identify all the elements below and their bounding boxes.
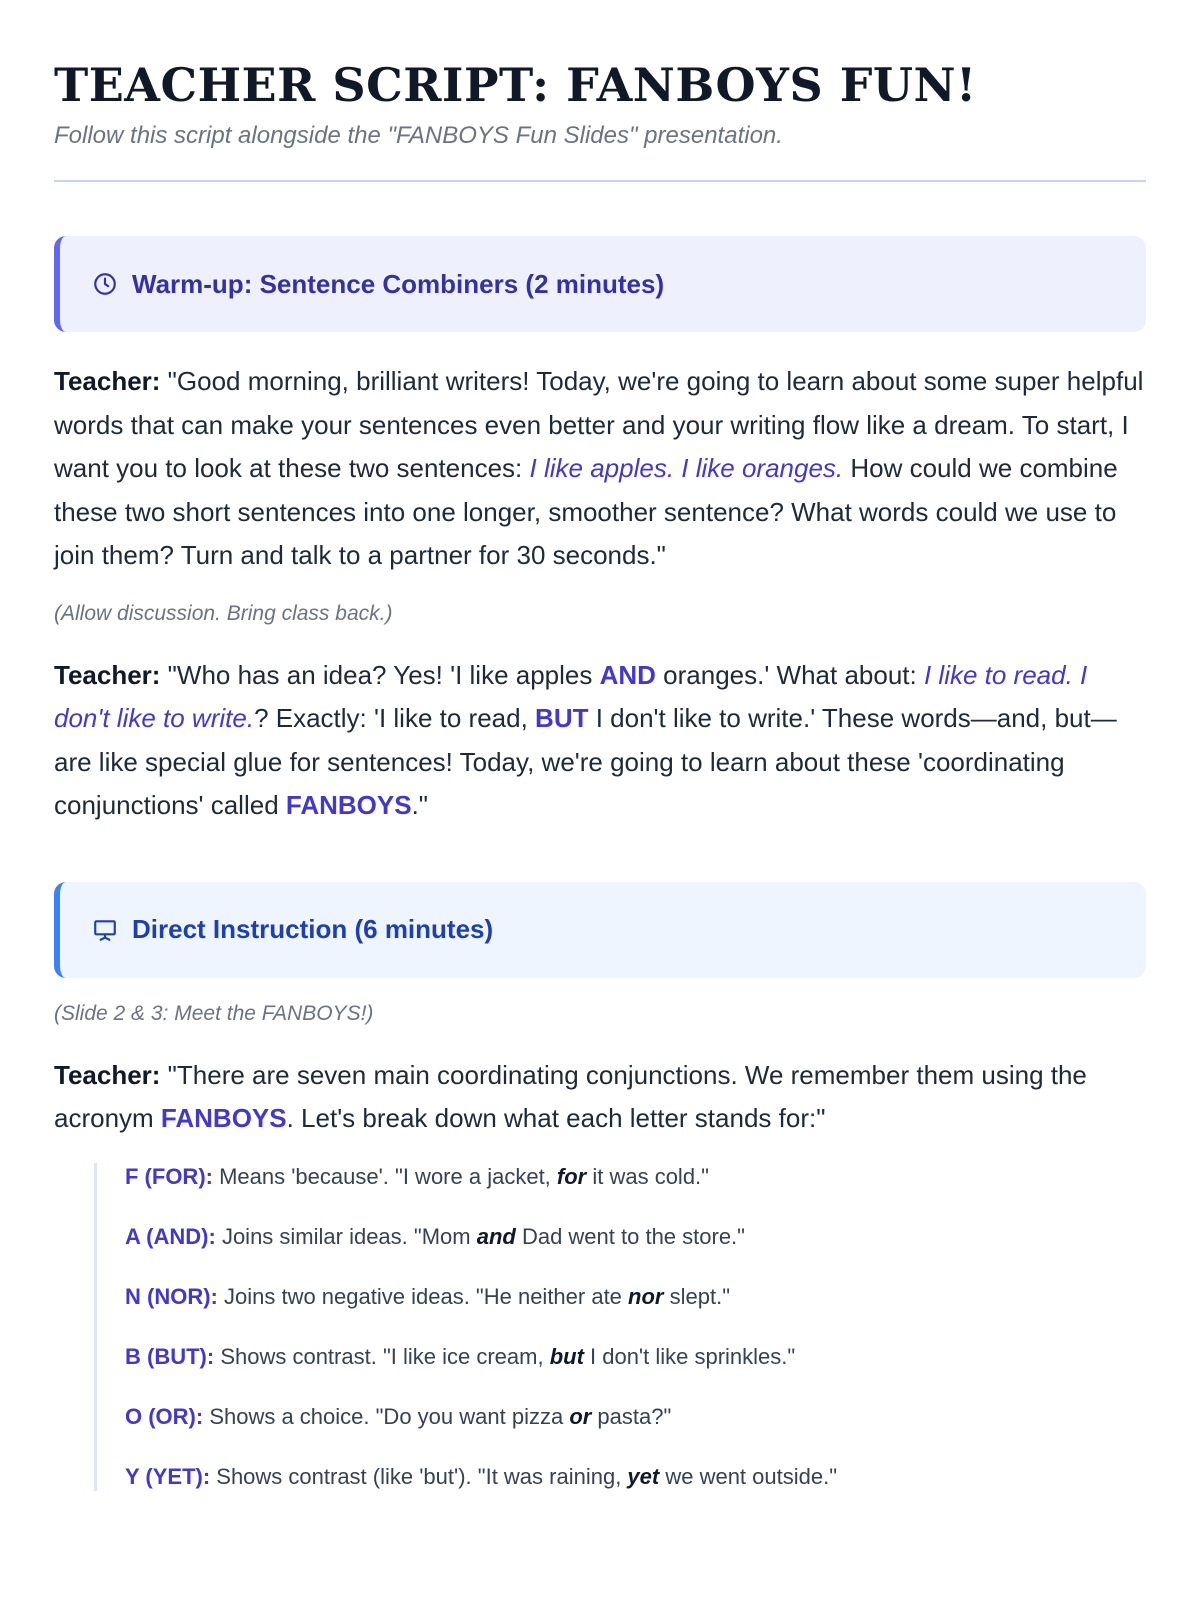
conjunction-word: yet (627, 1463, 660, 1489)
speaker-label: Teacher: (54, 1059, 161, 1090)
conjunction-letter: B (BUT): (125, 1343, 215, 1369)
speaker-label: Teacher: (54, 659, 161, 690)
keyword-but: BUT (535, 703, 589, 733)
warmup-p2-text-a: "Who has an idea? Yes! 'I like apples (160, 659, 600, 690)
section-warmup-header (54, 236, 1146, 332)
slide-reference: (Slide 2 & 3: Meet the FANBOYS!) (54, 1001, 374, 1025)
speaker-label: Teacher: (54, 366, 161, 396)
conjunction-example-tail: slept." (663, 1283, 731, 1309)
warmup-p2-text-c: ? Exactly: 'I like to read, (254, 703, 536, 733)
list-item (125, 1283, 1146, 1311)
page-title: TEACHER SCRIPT: FANBOYS FUN! (54, 58, 977, 112)
header-divider (54, 180, 1146, 182)
instruction-paragraph-1 (54, 1054, 1146, 1141)
warmup-p2-text-d: I don't like to write.' These words—and, but—are like special glue for sentences! Today, we're going to learn about these 'coordinating conjunctions' called (54, 703, 1117, 820)
conjunction-letter: F (FOR): (125, 1163, 213, 1189)
conjunction-word: for (556, 1163, 587, 1189)
clock-icon (92, 271, 118, 297)
keyword-and: AND (599, 659, 656, 690)
warmup-paragraph-2 (54, 654, 1146, 828)
conjunction-example-tail: pasta?" (591, 1403, 672, 1429)
conjunction-word: nor (628, 1283, 664, 1309)
conjunction-example-tail: Dad went to the store." (515, 1223, 745, 1249)
conjunction-description: Means 'because'. "I wore a jacket, (212, 1163, 557, 1189)
conjunction-example-tail: it was cold." (586, 1163, 709, 1189)
keyword-fanboys: FANBOYS (285, 790, 412, 820)
conjunction-word: but (549, 1343, 584, 1369)
keyword-fanboys: FANBOYS (160, 1103, 287, 1133)
conjunction-description: Shows contrast. "I like ice cream, (214, 1343, 550, 1369)
conjunction-description: Joins two negative ideas. "He neither ate (217, 1283, 629, 1309)
conjunction-example-tail: we went outside." (659, 1463, 838, 1489)
list-item (125, 1343, 1146, 1371)
conjunction-letter: A (AND): (125, 1223, 216, 1249)
conjunction-letter: N (NOR): (125, 1283, 218, 1309)
list-item (125, 1163, 1146, 1191)
page-subtitle: Follow this script alongside the "FANBOYS Fun Slides" presentation. (54, 122, 783, 149)
conjunction-letter: O (OR): (125, 1403, 204, 1429)
conjunction-description: Shows contrast (like 'but'). "It was raining, (210, 1463, 628, 1489)
presentation-icon (92, 917, 118, 943)
warmup-p1-text-a: "Good morning, brilliant writers! Today, we're going to learn about some super helpful words that can make your sentences even better and your writing flow like a dream. To start, I want you to look at these two sentences: (54, 366, 1144, 483)
list-item (125, 1223, 1146, 1251)
stage-direction: (Allow discussion. Bring class back.) (54, 601, 393, 625)
warmup-p2-text-e: ." (411, 790, 429, 820)
fanboys-list (94, 1163, 1146, 1491)
warmup-p2-text-b: oranges.' What about: (655, 659, 924, 690)
section-instruction-header (54, 882, 1146, 978)
conjunction-letter: Y (YET): (125, 1463, 211, 1489)
conjunction-word: and (476, 1223, 516, 1249)
section-instruction-title: Direct Instruction (6 minutes) (132, 914, 494, 944)
list-item (125, 1403, 1146, 1431)
example-sentence: I like apples. I like oranges. (529, 453, 844, 483)
section-warmup-title: Warm-up: Sentence Combiners (2 minutes) (132, 268, 665, 299)
instruction-p1-text-a: "There are seven main coordinating conjunctions. We remember them using the acronym (54, 1059, 1087, 1133)
warmup-p1-text-b: How could we combine these two short sentences into one longer, smoother sentence? What words could we use to join them? Turn and talk to a partner for 30 seconds." (54, 453, 1118, 570)
conjunction-description: Shows a choice. "Do you want pizza (203, 1403, 570, 1429)
conjunction-description: Joins similar ideas. "Mom (215, 1223, 477, 1249)
conjunction-example-tail: I don't like sprinkles." (583, 1343, 796, 1369)
example-sentence: I like to read. I don't like to write. (54, 659, 1088, 733)
instruction-p1-text-b: . Let's break down what each letter stands for:" (286, 1103, 826, 1133)
warmup-paragraph-1 (54, 360, 1146, 578)
conjunction-word: or (569, 1403, 592, 1429)
list-item (125, 1463, 1146, 1491)
